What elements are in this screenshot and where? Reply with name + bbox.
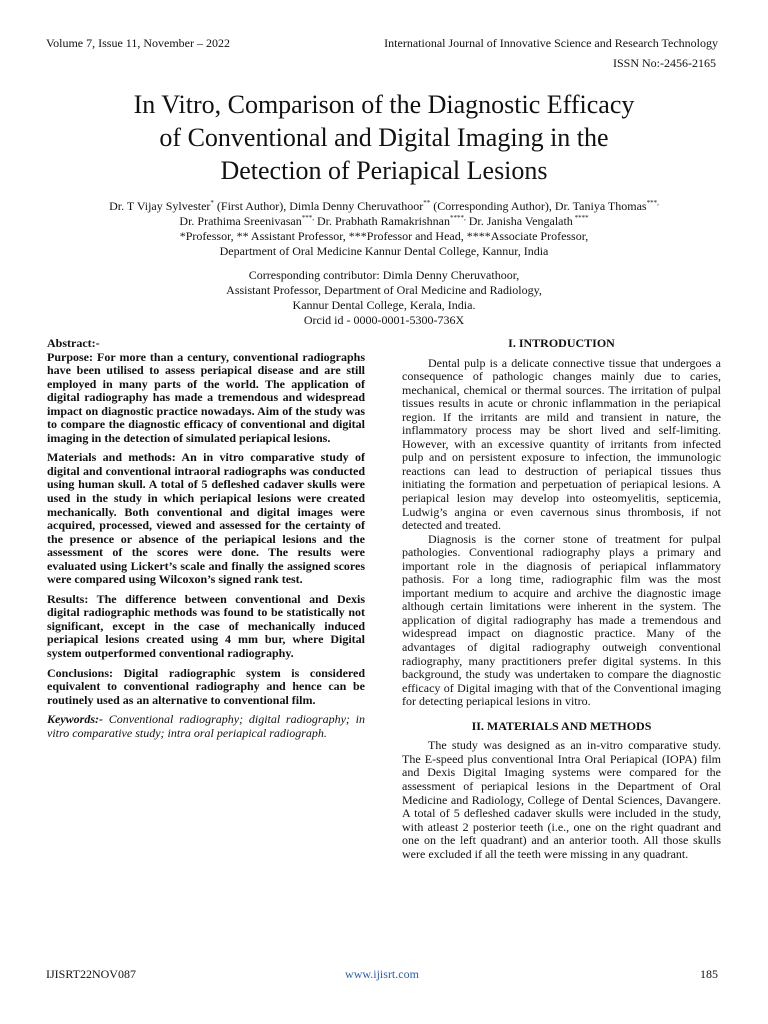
keywords-label: Keywords:- (47, 712, 103, 727)
author-line: Dr. Prathima Sreenivasan***, Dr. Prabhath Ramakrishnan****, Dr. Janisha Vengalath **** (179, 214, 589, 228)
running-header (46, 36, 718, 52)
abstract-results: Results: The difference between conventional and Dexis digital radiographic methods was found to be statistically not significant, except in the case of mechanically induced periapical lesions created using 4 mm bur, where Digital system outperformed conventional radiography. (47, 591, 365, 661)
journal-name: International Journal of Innovative Science and Research Technology (384, 36, 718, 50)
author-roles: *Professor, ** Assistant Professor, ***Professor and Head, ****Associate Professor, (179, 229, 589, 243)
keywords: Keywords:- Conventional radiography; digital radiography; in vitro comparative study; intra oral periapical radiograph. (47, 712, 365, 740)
intro-paragraph: Diagnosis is the corner stone of treatment for pulpal pathologies. Conventional radiography plays a primary and important role in the diagnosis of periapical inflammatory pathosis. For a long time, radiographic film was the most important medium to acquire and archive the diagnostic image although certain limitations were inherent in the system. The application of digital radiography has made a tremendous and widespread impact on diagnostic practice. Many of the advantages of digital radiography outweigh conventional radiography, many practitioners prefer digital systems. In this background, the study was undertaken to compare the diagnostic efficacy of Digital imaging with that of the Conventional imaging for detecting periapical lesions in vitro. (402, 531, 721, 709)
abstract-conclusions: Conclusions: Digital radiographic system is considered equivalent to conventional radiography and hence can be routinely used as an alternative to conventional film. (47, 665, 365, 707)
title-line: of Conventional and Digital Imaging in the (159, 123, 609, 152)
body-column (402, 337, 721, 861)
abstract-heading: Abstract:- (47, 336, 100, 350)
intro-paragraph: Dental pulp is a delicate connective tissue that undergoes a consequence of pathologic changes mainly due to caries, mechanical, chemical or thermal sources. The irritation of pulpal tissues results in acute or chronic inflammation in the periapical region. If the irritants are mild and transient in nature, the inflammatory process may be short lived and self-limiting. However, with an excessive quantity of irritants from infected pulp and on persistent exposure to infection, the immunologic reactions can lead to destruction of periapical tissues thus initiating the formation and perpetuation of periapical lesions. A periapical lesion may develop into osteomyelitis, septicemia, Ludwig’s angina or even cavernous sinus thrombosis, if not detected and treated. (402, 355, 721, 533)
abstract-column (47, 337, 365, 746)
corresponding-contributor: Corresponding contributor: Dimla Denny Cheruvathoor, Assistant Professor, Department of Oral Medicine and Radiology, Kannur Dental College, Kerala, India. Orcid id - 0000-0001-5300-736X (40, 268, 728, 328)
abstract-purpose: Purpose: For more than a century, conventional radiographs have been utilised to assess periapical disease and are still employed in many parts of the world. The application of digital radiography has made a tremendous and widespread impact on diagnostic practice nowadays. Aim of the study was to compare the diagnostic efficacy of conventional and digital imaging in the detection of simulated periapical lesions. (47, 349, 365, 445)
methods-paragraph: The study was designed as an in-vitro comparative study. The E-speed plus conventional Intra Oral Periapical (IOPA) film and Dexis Digital Imaging systems were compared for the assessment of periapical lesions in the Department of Oral Medicine and Radiology, College of Dental Sciences, Davangere. A total of 5 defleshed cadaver skulls were included in the study, with atleast 2 posterior teeth (i.e., one on the right quadrant and one on the left quadrant) and an anterior tooth. All those skulls were excluded if all the teeth were missing in any quadrant. (402, 738, 721, 861)
volume-info: Volume 7, Issue 11, November – 2022 (46, 36, 230, 50)
orcid: Orcid id - 0000-0001-5300-736X (303, 313, 465, 327)
author-department: Department of Oral Medicine Kannur Dental College, Kannur, India (219, 244, 549, 258)
section-heading-introduction: I. INTRODUCTION (508, 336, 615, 350)
title-line: Detection of Periapical Lesions (220, 156, 548, 185)
journal-url-link[interactable]: www.ijisrt.com (345, 967, 419, 981)
abstract-methods: Materials and methods: An in vitro comparative study of digital and conventional intraoral radiographs was conducted using human skull. A total of 5 defleshed cadaver skulls were used in the study in which periapical lesions were created mechanically. Both conventional and digital images were acquired, processed, viewed and assessed for the certainty of the presence or absence of the periapical lesions and the assessment of the scores were done. The results were evaluated using Lickert’s scale and finally the assigned scores were compared using Wilcoxon’s signed rank test. (47, 450, 365, 587)
article-id: IJISRT22NOV087 (46, 967, 136, 981)
author-block (40, 199, 728, 259)
issn: ISSN No:-2456-2165 (612, 56, 716, 70)
page-footer (46, 967, 718, 983)
author-line: Dr. T Vijay Sylvester* (First Author), Dimla Denny Cheruvathoor** (Corresponding Author), Dr. Taniya Thomas***, (109, 199, 659, 213)
section-heading-methods: II. MATERIALS AND METHODS (471, 718, 652, 733)
page-number: 185 (700, 967, 718, 981)
title-line: In Vitro, Comparison of the Diagnostic Efficacy (133, 90, 635, 119)
paper-title (40, 88, 728, 187)
